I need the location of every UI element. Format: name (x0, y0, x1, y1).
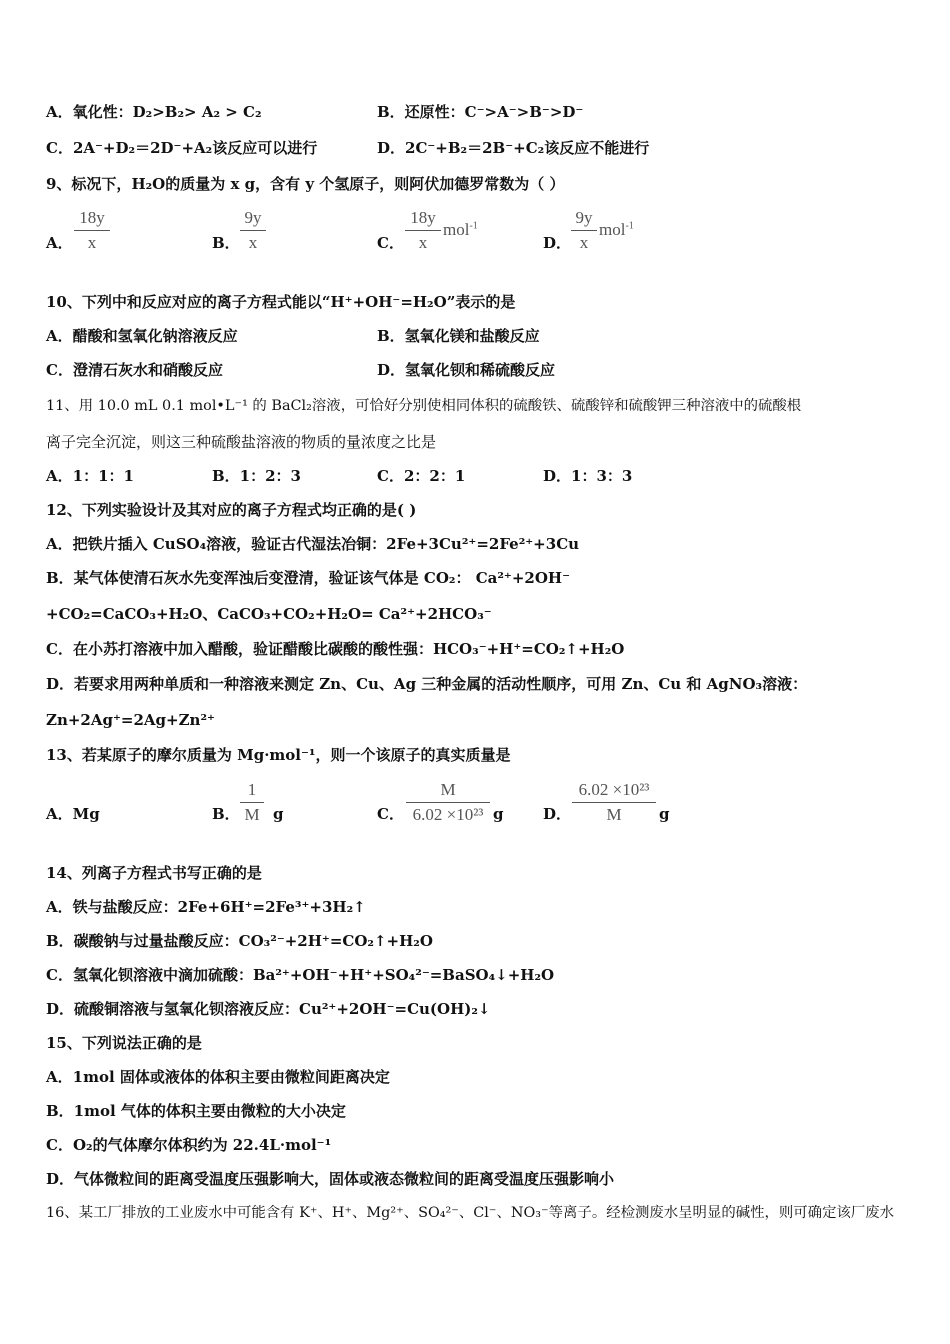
fraction-bar (240, 230, 266, 231)
fraction-bar (240, 802, 264, 803)
q11-option-c: C．2：2：1 (377, 467, 466, 485)
q9-option-c-unit (443, 220, 478, 240)
q13-option-c-label: C． (377, 805, 404, 823)
q11-option-d: D．1：3：3 (543, 467, 633, 485)
unit-exponent: -1 (625, 220, 634, 232)
fraction-bar (406, 802, 490, 803)
q9-b-numerator: 9y (244, 208, 262, 227)
q15-option-d: D．气体微粒间的距离受温度压强影响大，固体或液态微粒间的距离受温度压强影响小 (46, 1170, 615, 1188)
q13-d-denominator: M (606, 805, 622, 824)
q13-c-numerator: M (440, 780, 456, 799)
q9-option-b-fraction (240, 208, 266, 253)
q9-stem: 9、标况下，H₂O的质量为 x g，含有 y 个氢原子，则阿伏加德罗常数为（ ） (46, 175, 565, 193)
q10-option-b: B．氢氧化镁和盐酸反应 (377, 327, 540, 345)
q13-option-d-unit: g (659, 805, 670, 823)
q10-stem: 10、下列中和反应对应的离子方程式能以“H⁺+OH⁻=H₂O”表示的是 (46, 293, 516, 311)
q13-b-denominator: M (244, 805, 260, 824)
q11-stem-line1: 11、用 10.0 mL 0.1 mol•L⁻¹ 的 BaCl₂溶液，可恰好分别使相同体积的硫酸铁、硫酸锌和硫酸钾三种溶液中的硫酸根 (46, 398, 802, 414)
q12-option-a: A．把铁片插入 CuSO₄溶液，验证古代湿法冶铜：2Fe+3Cu²⁺=2Fe²⁺+3Cu (46, 535, 580, 553)
q14-option-c: C．氢氧化钡溶液中滴加硫酸：Ba²⁺+OH⁻+H⁺+SO₄²⁻=BaSO₄↓+H₂O (46, 966, 555, 984)
q9-option-c-label: C． (377, 234, 404, 252)
fraction-bar (405, 230, 441, 231)
fraction-bar (572, 802, 656, 803)
fraction-bar (74, 230, 110, 231)
q8-option-c: C．2A⁻+D₂＝2D⁻+A₂该反应可以进行 (46, 139, 318, 157)
q12-stem: 12、下列实验设计及其对应的离子方程式均正确的是( ) (46, 501, 417, 519)
q13-option-c-fraction (406, 780, 490, 825)
q13-option-d-fraction (572, 780, 656, 825)
q9-b-denominator: x (248, 233, 258, 252)
q8-option-d: D．2C⁻+B₂＝2B⁻+C₂该反应不能进行 (377, 139, 650, 157)
q12-option-d-line1: D．若要求用两种单质和一种溶液来测定 Zn、Cu、Ag 三种金属的活动性顺序，可用 Zn、Cu 和 AgNO₃溶液： (46, 675, 808, 693)
q11-option-a: A．1：1：1 (46, 467, 134, 485)
q13-option-c-unit: g (493, 805, 504, 823)
q13-option-b-unit: g (273, 805, 284, 823)
unit-text: mol (443, 220, 470, 239)
q13-option-d-label: D． (543, 805, 572, 823)
q9-c-numerator: 18y (410, 208, 436, 227)
q8-option-a: A．氧化性：D₂>B₂> A₂ > C₂ (46, 103, 262, 121)
q12-option-b-line1: B．某气体使清石灰水先变浑浊后变澄清，验证该气体是 CO₂： Ca²⁺+2OH⁻ (46, 569, 571, 587)
q11-option-b: B．1：2：3 (212, 467, 301, 485)
q15-option-b: B．1mol 气体的体积主要由微粒的大小决定 (46, 1102, 346, 1120)
unit-text: mol (599, 220, 626, 239)
q14-option-a: A．铁与盐酸反应：2Fe+6H⁺=2Fe³⁺+3H₂↑ (46, 898, 366, 916)
q9-d-numerator: 9y (575, 208, 593, 227)
q9-option-b-label: B． (212, 234, 240, 252)
q15-option-c: C．O₂的气体摩尔体积约为 22.4L·mol⁻¹ (46, 1136, 332, 1154)
q8-option-b: B．还原性：C⁻>A⁻>B⁻>D⁻ (377, 103, 584, 121)
q9-a-numerator: 18y (79, 208, 105, 227)
q13-stem: 13、若某原子的摩尔质量为 Mg·mol⁻¹，则一个该原子的真实质量是 (46, 746, 511, 764)
unit-exponent: -1 (469, 220, 478, 232)
q14-stem: 14、列离子方程式书写正确的是 (46, 864, 262, 882)
q14-option-d: D．硫酸铜溶液与氢氧化钡溶液反应：Cu²⁺+2OH⁻=Cu(OH)₂↓ (46, 1000, 491, 1018)
q9-option-d-label: D． (543, 234, 572, 252)
q13-option-a: A．Mg (46, 805, 100, 823)
q10-option-c: C．澄清石灰水和硝酸反应 (46, 361, 223, 379)
q10-option-a: A．醋酸和氢氧化钠溶液反应 (46, 327, 238, 345)
q9-c-denominator: x (418, 233, 428, 252)
q15-stem: 15、下列说法正确的是 (46, 1034, 202, 1052)
q9-option-d-unit (599, 220, 634, 240)
q9-option-c-fraction (405, 208, 441, 253)
q13-c-denominator: 6.02 ×10²³ (412, 805, 484, 824)
q12-option-c: C．在小苏打溶液中加入醋酸，验证醋酸比碳酸的酸性强：HCO₃⁻+H⁺=CO₂↑+H₂O (46, 640, 625, 658)
q9-d-denominator: x (579, 233, 589, 252)
q14-option-b: B．碳酸钠与过量盐酸反应：CO₃²⁻+2H⁺=CO₂↑+H₂O (46, 932, 433, 950)
q10-option-d: D．氢氧化钡和稀硫酸反应 (377, 361, 556, 379)
q9-option-a-label: A． (46, 234, 73, 252)
q11-stem-line2: 离子完全沉淀，则这三种硫酸盐溶液的物质的量浓度之比是 (46, 433, 437, 451)
q13-b-numerator: 1 (247, 780, 257, 799)
fraction-bar (571, 230, 597, 231)
q12-option-d-line2: Zn+2Ag⁺=2Ag+Zn²⁺ (46, 711, 215, 729)
q13-d-numerator: 6.02 ×10²³ (578, 780, 650, 799)
q13-option-b-fraction (240, 780, 264, 825)
q9-option-d-fraction (571, 208, 597, 253)
q16-stem: 16、某工厂排放的工业废水中可能含有 K⁺、H⁺、Mg²⁺、SO₄²⁻、Cl⁻、NO₃⁻等离子。经检测废水呈明显的碱性，则可确定该厂废水 (46, 1205, 895, 1221)
q13-option-b-label: B． (212, 805, 240, 823)
q12-option-b-line2: +CO₂=CaCO₃+H₂O、CaCO₃+CO₂+H₂O= Ca²⁺+2HCO₃⁻ (46, 605, 492, 623)
q9-a-denominator: x (87, 233, 97, 252)
q15-option-a: A．1mol 固体或液体的体积主要由微粒间距离决定 (46, 1068, 390, 1086)
q9-option-a-fraction (74, 208, 110, 253)
